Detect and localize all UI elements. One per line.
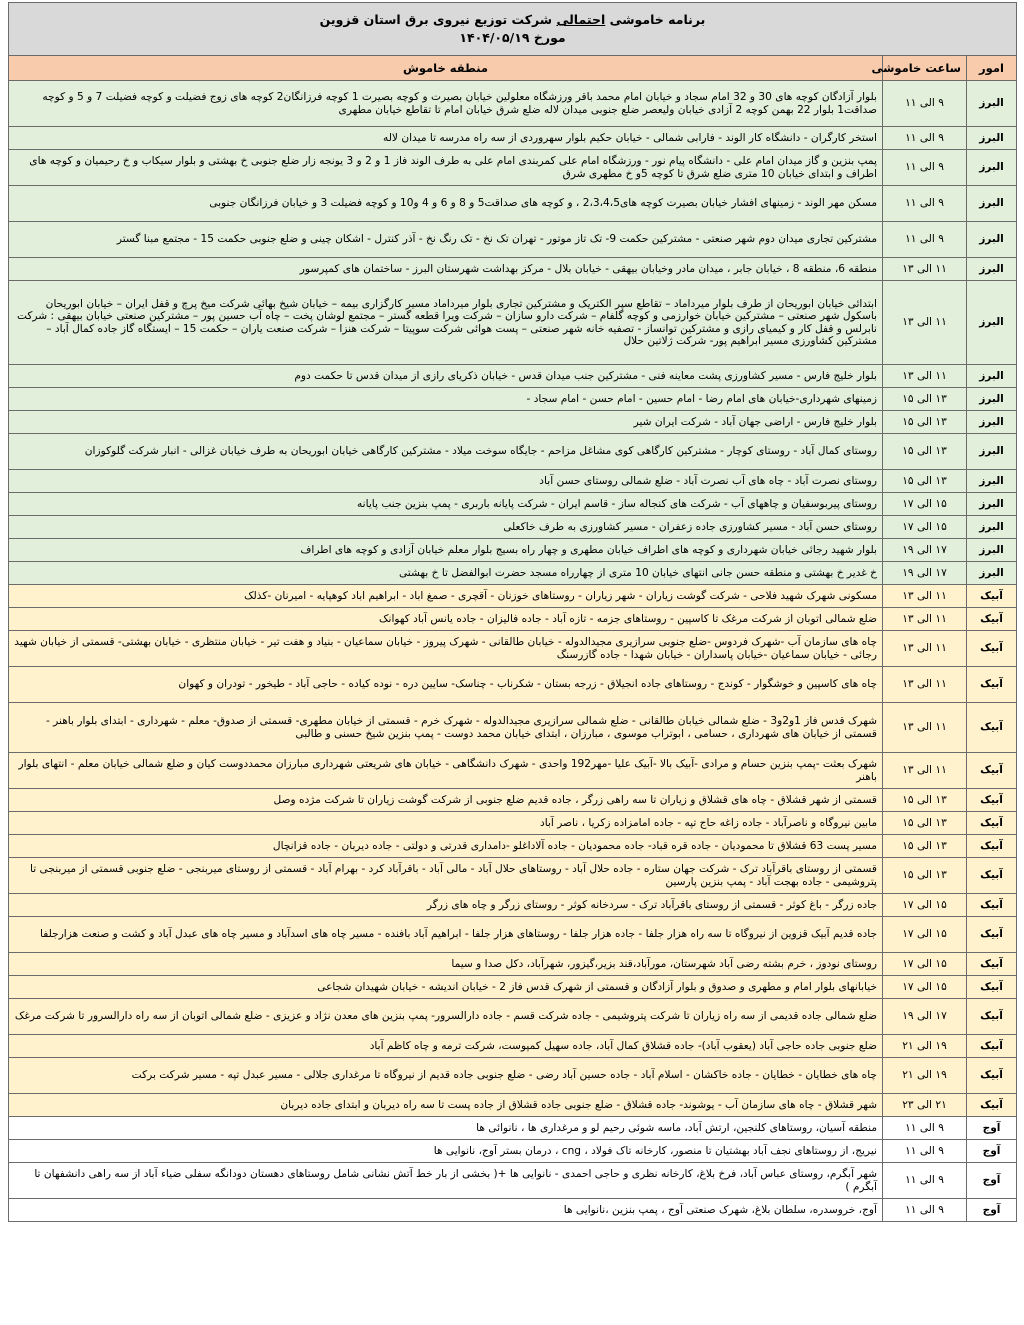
schedule-row [9,127,1017,150]
col-header-zone: منطقه خاموش [9,56,883,81]
schedule-row [9,667,1017,703]
schedule-row [9,365,1017,388]
schedule-row [9,631,1017,667]
row-zone-description: خ غدیر خ بهشتی و منطقه حسن جانی انتهای خیابان 10 متری از چهارراه مسجد حضرت ابوالفضل تا خ بهشتی [9,562,883,585]
row-zone-description: زمینهای شهرداری-خیابان های امام رضا - امام حسین - امام حسن - امام سجاد - [9,388,883,411]
schedule-row [9,703,1017,753]
schedule-row [9,858,1017,894]
schedule-row [9,953,1017,976]
row-area: آبیک [967,976,1017,999]
row-time: ۱۳ الی ۱۵ [883,411,967,434]
row-time: ۱۳ الی ۱۵ [883,434,967,470]
row-area: البرز [967,493,1017,516]
row-area: البرز [967,365,1017,388]
row-area: آبیک [967,1094,1017,1117]
row-time: ۹ الی ۱۱ [883,81,967,127]
row-zone-description: مابین نیروگاه و ناصرآباد - جاده زاغه حاج تپه - جاده امامزاده زکریا ، ناصر آباد [9,812,883,835]
row-area: آبیک [967,894,1017,917]
row-zone-description: قسمتی از شهر قشلاق - چاه های قشلاق و زیاران تا سه راهی زرگر ، جاده قدیم ضلع جنوبی از شرکت گوشت زیاران تا شرکت مژده وصل [9,789,883,812]
schedule-row [9,258,1017,281]
title-part-1: برنامه خاموشی [605,12,706,27]
row-area: البرز [967,411,1017,434]
row-area: البرز [967,516,1017,539]
row-time: ۹ الی ۱۱ [883,222,967,258]
schedule-sheet [8,2,1017,1312]
schedule-body [9,81,1017,1222]
schedule-row [9,562,1017,585]
blackout-schedule-table [8,2,1017,1222]
row-zone-description: شهر قشلاق - چاه های سازمان آب - یوشوند- جاده قشلاق - ضلع جنوبی جاده قشلاق از جاده پست تا سه راه دیربان و ابتدای جاده دیربان [9,1094,883,1117]
row-zone-description: مشترکین تجاری میدان دوم شهر صنعتی - مشترکین حکمت 9- تک تاز موتور - تهران تک نخ - تک رنگ نخ - آذر کنترل - اشکان چینی و ضلع جنوبی حکمت 15 - مجتمع مبنا گستر [9,222,883,258]
row-area: البرز [967,150,1017,186]
row-zone-description: ابتدائی خیابان ابوریحان از طرف بلوار میرداماد – تقاطع سپر الکتریک و مشترکین تجاری بلوار میرداماد مسیر کارگزاری بیمه – خیابان شیخ بهائی شرکت میخ پرچ و قفل ایران – خیابان ابوریحان باسکول شهر صنعتی – مشترکین خیابان خوارزمی و کوچه گلفام – شرکت دارو سازان – شرکت ویرا قطعه گستر – مجتمع لوشان پخت – چاه آب حسین پور – مشترکین صنعتی خیابان بیهقی : شرکت نابرلس و قفل کار و کیمیای رازی و مشترکین توانساز - تصفیه خانه شهر صنعتی – پست هوائی شرکت سوپیتا – شرکت هنزا – شرکت صنعت یاران – حکمت 15 – ایستگاه گاز جاده کمال آباد – مشترکین کشاورزی مسیر ابراهیم پور- شرکت ژلاتین حلال [9,281,883,365]
row-time: ۱۹ الی ۲۱ [883,1035,967,1058]
schedule-row [9,789,1017,812]
row-zone-description: نیریج، از روستاهای نجف آباد بهشتیان تا منصور، کارخانه تاک فولاد ، cng ، درمان بستر آوج، نانوایی ها [9,1140,883,1163]
row-zone-description: شهر آبگرم، روستای عباس آباد، فرخ بلاغ، کارخانه نظری و حاجی احمدی - نانوایی ها +( بخشی از بار خط آتش نشانی شامل روستاهای دهستان دودانگه سفلی ضیاء آباد از سه راهی دانشفهان تا آبگرم ) [9,1163,883,1199]
col-header-time: ساعت خاموشی [883,56,967,81]
row-time: ۱۳ الی ۱۵ [883,835,967,858]
row-zone-description: چاه های سازمان آب -شهرک فردوس -ضلع جنوبی سرازیری مجیدالدوله - خیابان طالقانی - شهرک پیروز - خیابان سماعیان - بنیاد و هفت تیر - خیابان منتظری - خیابان بهشتی- قسمتی از خیابان شهید رجائی - خیابان سماعیان -خیابان پاسداران - خیابان شهدا - جاده گازرسنگ [9,631,883,667]
row-zone-description: روستای نصرت آباد - چاه های آب نصرت آباد - ضلع شمالی روستای حسن آباد [9,470,883,493]
row-time: ۱۱ الی ۱۳ [883,631,967,667]
row-time: ۲۱ الی ۲۳ [883,1094,967,1117]
schedule-row [9,1199,1017,1222]
row-area: البرز [967,470,1017,493]
row-area: البرز [967,434,1017,470]
row-time: ۱۱ الی ۱۳ [883,281,967,365]
document-title [9,3,1017,56]
row-zone-description: چاه های کاسپین و خوشگوار - کوندج - روستاهای جاده انجیلاق - زرجه بستان - شکرناب - چناسک- سایین دره - نوده کیاده - حاجی آباد - طیخور - تودران و کهوان [9,667,883,703]
row-zone-description: جاده قدیم آبیک قزوین از نیروگاه تا سه راه هزار جلفا - جاده هزار جلفا - روستاهای هزار جلفا - ابراهیم آباد بافنده - مسیر چاه های اسدآباد و مسیر چاه های عبدل آباد و کشت و صنعت هزارجلفا [9,917,883,953]
row-zone-description: بلوار خلیج فارس - مسیر کشاورزی پشت معاینه فنی - مشترکین جنب میدان قدس - خیابان ذکریای رازی از میدان قدس تا حکمت دوم [9,365,883,388]
row-time: ۱۷ الی ۱۹ [883,539,967,562]
row-zone-description: روستای کمال آباد - روستای کوچار - مشترکین کارگاهی کوی مشاغل مزاحم - جایگاه سوخت میلاد - مشترکین کارگاهی خیابان ابوریحان به طرف خیابان غزالی - انبار شرکت گلوکوزان [9,434,883,470]
row-zone-description: خیابانهای بلوار امام و مطهری و صدوق و بلوار آزادگان و قسمتی از شهرک قدس فاز 2 - خیابان اندیشه - خیابان شهیدان شجاعی [9,976,883,999]
row-area: آبیک [967,917,1017,953]
row-area: البرز [967,388,1017,411]
row-time: ۱۳ الی ۱۵ [883,789,967,812]
row-area: آوج [967,1163,1017,1199]
row-area: آبیک [967,812,1017,835]
row-time: ۹ الی ۱۱ [883,1117,967,1140]
row-time: ۱۵ الی ۱۷ [883,894,967,917]
row-time: ۱۱ الی ۱۳ [883,258,967,281]
row-zone-description: شهرک قدس فاز 1و2و3 - ضلع شمالی خیابان طالقانی - ضلع شمالی سرازیری مجیدالدوله - شهرک خرم - قسمتی از خیابان مطهری- قسمتی از صدوق- معلم - شهرداری - ابتدای بلوار باهنر - قسمتی از خیابان های شهرداری ، حسامی ، ابوتراب موسوی ، مبارزان ، ابتدای خیابان محمد دوست - پمپ بنزین شیخ حسنی و طالبی [9,703,883,753]
row-time: ۱۳ الی ۱۵ [883,470,967,493]
row-area: البرز [967,127,1017,150]
row-area: آبیک [967,1058,1017,1094]
row-area: آبیک [967,753,1017,789]
row-area: آبیک [967,835,1017,858]
row-time: ۱۵ الی ۱۷ [883,917,967,953]
row-zone-description: استخر کارگران - دانشگاه کار الوند - فارابی شمالی - خیابان حکیم بلوار سهروردی از سه راه مدرسه تا میدان لاله [9,127,883,150]
schedule-row [9,1140,1017,1163]
row-zone-description: ضلع شمالی اتوبان از شرکت مرغک تا کاسپین - روستاهای جزمه - تازه آباد - جاده فالیزان - جاده یانس آباد کهوانک [9,608,883,631]
row-time: ۱۱ الی ۱۳ [883,667,967,703]
row-time: ۱۷ الی ۱۹ [883,999,967,1035]
row-area: آبیک [967,999,1017,1035]
row-area: البرز [967,281,1017,365]
schedule-row [9,1117,1017,1140]
row-time: ۱۵ الی ۱۷ [883,953,967,976]
row-time: ۹ الی ۱۱ [883,186,967,222]
schedule-row [9,1163,1017,1199]
schedule-row [9,917,1017,953]
row-zone-description: منطقه 6، منطقه 8 ، خیابان جابر ، میدان مادر وخیابان بیهقی - خیابان بلال - مرکز بهداشت شهرستان البرز - ساختمان های کمپرسور [9,258,883,281]
row-zone-description: چاه های خطایان - خطایان - جاده خاکشان - اسلام آباد - جاده حسین آباد رضی - ضلع جنوبی جاده قدیم از نیروگاه تا مرغداری جلالی - مسیر عبدل تپه - مسیر شرکت برکت [9,1058,883,1094]
row-area: البرز [967,222,1017,258]
row-time: ۹ الی ۱۱ [883,1140,967,1163]
row-time: ۹ الی ۱۱ [883,127,967,150]
row-area: آبیک [967,789,1017,812]
col-header-area: امور [967,56,1017,81]
schedule-row [9,999,1017,1035]
row-area: آبیک [967,631,1017,667]
row-time: ۱۷ الی ۱۹ [883,562,967,585]
schedule-row [9,1058,1017,1094]
row-zone-description: مسکن مهر الوند - زمینهای افشار خیابان بصیرت کوچه های2،3،4،5 ، و کوچه های صداقت5 و 8 و 6 و 4 و10 و کوچه فضیلت 3 و خیابان فرزانگان جنوبی [9,186,883,222]
schedule-row [9,81,1017,127]
row-time: ۱۵ الی ۱۷ [883,493,967,516]
row-zone-description: مسکونی شهرک شهید فلاحی - شرکت گوشت زیاران - شهر زیاران - روستاهای خوزنان - آقچری - صمغ اباد - ابراهیم اباد کوهپایه - امیرنان -کذلک [9,585,883,608]
row-zone-description: مسیر پست 63 قشلاق تا محمودیان - جاده قره قباد- جاده محمودیان - جاده آلاداغلو -دامداری قدرتی و دولتی - جاده دیربان - جاده قزانچال [9,835,883,858]
row-time: ۹ الی ۱۱ [883,1163,967,1199]
row-time: ۱۱ الی ۱۳ [883,703,967,753]
row-zone-description: روستای نودوز ، خرم بشته رضی آباد شهرستان، مورآباد،قند بزیر،گیزور، شهرآباد، دکل صدا و سیما [9,953,883,976]
title-line [12,11,1013,29]
row-time: ۱۵ الی ۱۷ [883,516,967,539]
row-zone-description: منطقه آسیان، روستاهای کلنجین، ارتش آباد، ماسه شوئی رحیم لو و مرغداری ها ، نانوائی ها [9,1117,883,1140]
schedule-row [9,434,1017,470]
schedule-row [9,1094,1017,1117]
schedule-row [9,585,1017,608]
row-time: ۹ الی ۱۱ [883,1199,967,1222]
row-time: ۱۳ الی ۱۵ [883,812,967,835]
row-time: ۱۹ الی ۲۱ [883,1058,967,1094]
row-time: ۱۵ الی ۱۷ [883,976,967,999]
schedule-row [9,516,1017,539]
schedule-row [9,835,1017,858]
schedule-row [9,222,1017,258]
row-area: آبیک [967,858,1017,894]
row-time: ۱۳ الی ۱۵ [883,388,967,411]
schedule-row [9,1035,1017,1058]
schedule-row [9,812,1017,835]
row-zone-description: بلوار آزادگان کوچه های 30 و 32 امام سجاد و خیابان امام محمد باقر ورزشگاه معلولین خیابان بصیرت و کوچه بصیرت 1 کوچه فرزانگان2 کوچه های زوج فضیلت و کوچه فضیلت 7 و 5 و کوچه صداقت1 بلوار 22 بهمن کوچه 2 آزادی خیابان ولیعصر ضلع جنوبی میدان لاله ضلع شرق خیابان امام تا تقاطع خیابان مطهری [9,81,883,127]
title-emphasis: احتمالی [556,12,606,27]
schedule-row [9,150,1017,186]
title-part-2: شرکت توزیع نیروی برق استان قزوین [319,12,557,27]
row-zone-description: قسمتی از روستای باقرآباد ترک - شرکت جهان ستاره - جاده حلال آباد - روستاهای حلال آباد - مالی آباد - باقرآباد کرد - بهرام آباد - قسمتی از روستای میربنجی - ضلع جنوبی قسمتی از میربنجی تا پتروشیمی - جاده بهجت آباد - پمپ بنزین پارسین [9,858,883,894]
row-zone-description: ضلع شمالی جاده قدیمی از سه راه زیاران تا شرکت پتروشیمی - جاده شرکت قسم - جاده دارالسرور- پمپ بنزین های معدن نژاد و عزیزی - ضلع شمالی اتوبان از سه راه دارالسرور تا شرکت مرغک [9,999,883,1035]
row-area: آوج [967,1117,1017,1140]
schedule-row [9,894,1017,917]
row-area: البرز [967,539,1017,562]
row-area: آبیک [967,703,1017,753]
column-header-row [9,56,1017,81]
schedule-row [9,608,1017,631]
row-area: البرز [967,81,1017,127]
row-area: آوج [967,1140,1017,1163]
row-time: ۱۱ الی ۱۳ [883,585,967,608]
row-zone-description: آوج، خروسدره، سلطان بلاغ، شهرک صنعتی آوج ، پمپ بنزین ،نانوایی ها [9,1199,883,1222]
row-area: آبیک [967,585,1017,608]
row-zone-description: بلوار خلیج فارس - اراضی جهان آباد - شرکت ایران شیر [9,411,883,434]
row-area: آبیک [967,667,1017,703]
row-area: آبیک [967,1035,1017,1058]
row-zone-description: پمپ بنزین و گاز میدان امام علی - دانشگاه پیام نور - ورزشگاه امام علی کمربندی امام علی به طرف الوند فاز 1 و 2 و 3 یونجه زار ضلع جنوبی خ بهشتی و بلوار سیکاب و خ رحیمیان و کوچه های اطراف و ابتدای خیابان 10 متری ضلع شرق تا کوچه 5و خ مطهری شرق [9,150,883,186]
row-time: ۱۳ الی ۱۵ [883,858,967,894]
row-time: ۱۱ الی ۱۳ [883,365,967,388]
schedule-row [9,493,1017,516]
row-area: آبیک [967,953,1017,976]
schedule-row [9,411,1017,434]
row-area: البرز [967,562,1017,585]
schedule-row [9,976,1017,999]
row-zone-description: روستای حسن آباد - مسیر کشاورزی جاده زعفران - مسیر کشاورزی به طرف خاکعلی [9,516,883,539]
schedule-row [9,388,1017,411]
row-zone-description: جاده زرگر - باغ کوثر - قسمتی از روستای باقرآباد ترک - سردخانه کوثر - روستای زرگر و چاه های زرگر [9,894,883,917]
row-area: البرز [967,186,1017,222]
row-zone-description: روستای پیربوسفیان و چاههای آب - شرکت های کنجاله ساز - قاسم ایران - شرکت پایانه باربری - پمپ بنزین جنب پایانه [9,493,883,516]
schedule-row [9,281,1017,365]
row-area: آوج [967,1199,1017,1222]
row-time: ۹ الی ۱۱ [883,150,967,186]
date-line: مورخ ۱۴۰۴/۰۵/۱۹ [459,30,566,45]
row-area: البرز [967,258,1017,281]
row-time: ۱۱ الی ۱۳ [883,753,967,789]
row-time: ۱۱ الی ۱۳ [883,608,967,631]
row-zone-description: ضلع جنوبی جاده حاجی آباد (یعقوب آباد)- جاده قشلاق کمال آباد، جاده سهیل کمپوست، شرکت ترمه و چاه کاظم آباد [9,1035,883,1058]
schedule-row [9,753,1017,789]
schedule-row [9,186,1017,222]
schedule-row [9,470,1017,493]
schedule-row [9,539,1017,562]
row-zone-description: بلوار شهید رجائی خیابان شهرداری و کوچه های اطراف خیابان مطهری و چهار راه بسیج بلوار معلم خیابان آزادی و کوچه های اطراف [9,539,883,562]
row-zone-description: شهرک بعثت -پمپ بنزین حسام و مرادی -آبیک بالا -آبیک علیا -مهر192 واحدی - شهرک دانشگاهی - خیابان های شریعتی شهرداری مبارزان محمددوست کیان و ضلع شمالی خیابان معلم - انتهای بلوار باهنر [9,753,883,789]
row-area: آبیک [967,608,1017,631]
